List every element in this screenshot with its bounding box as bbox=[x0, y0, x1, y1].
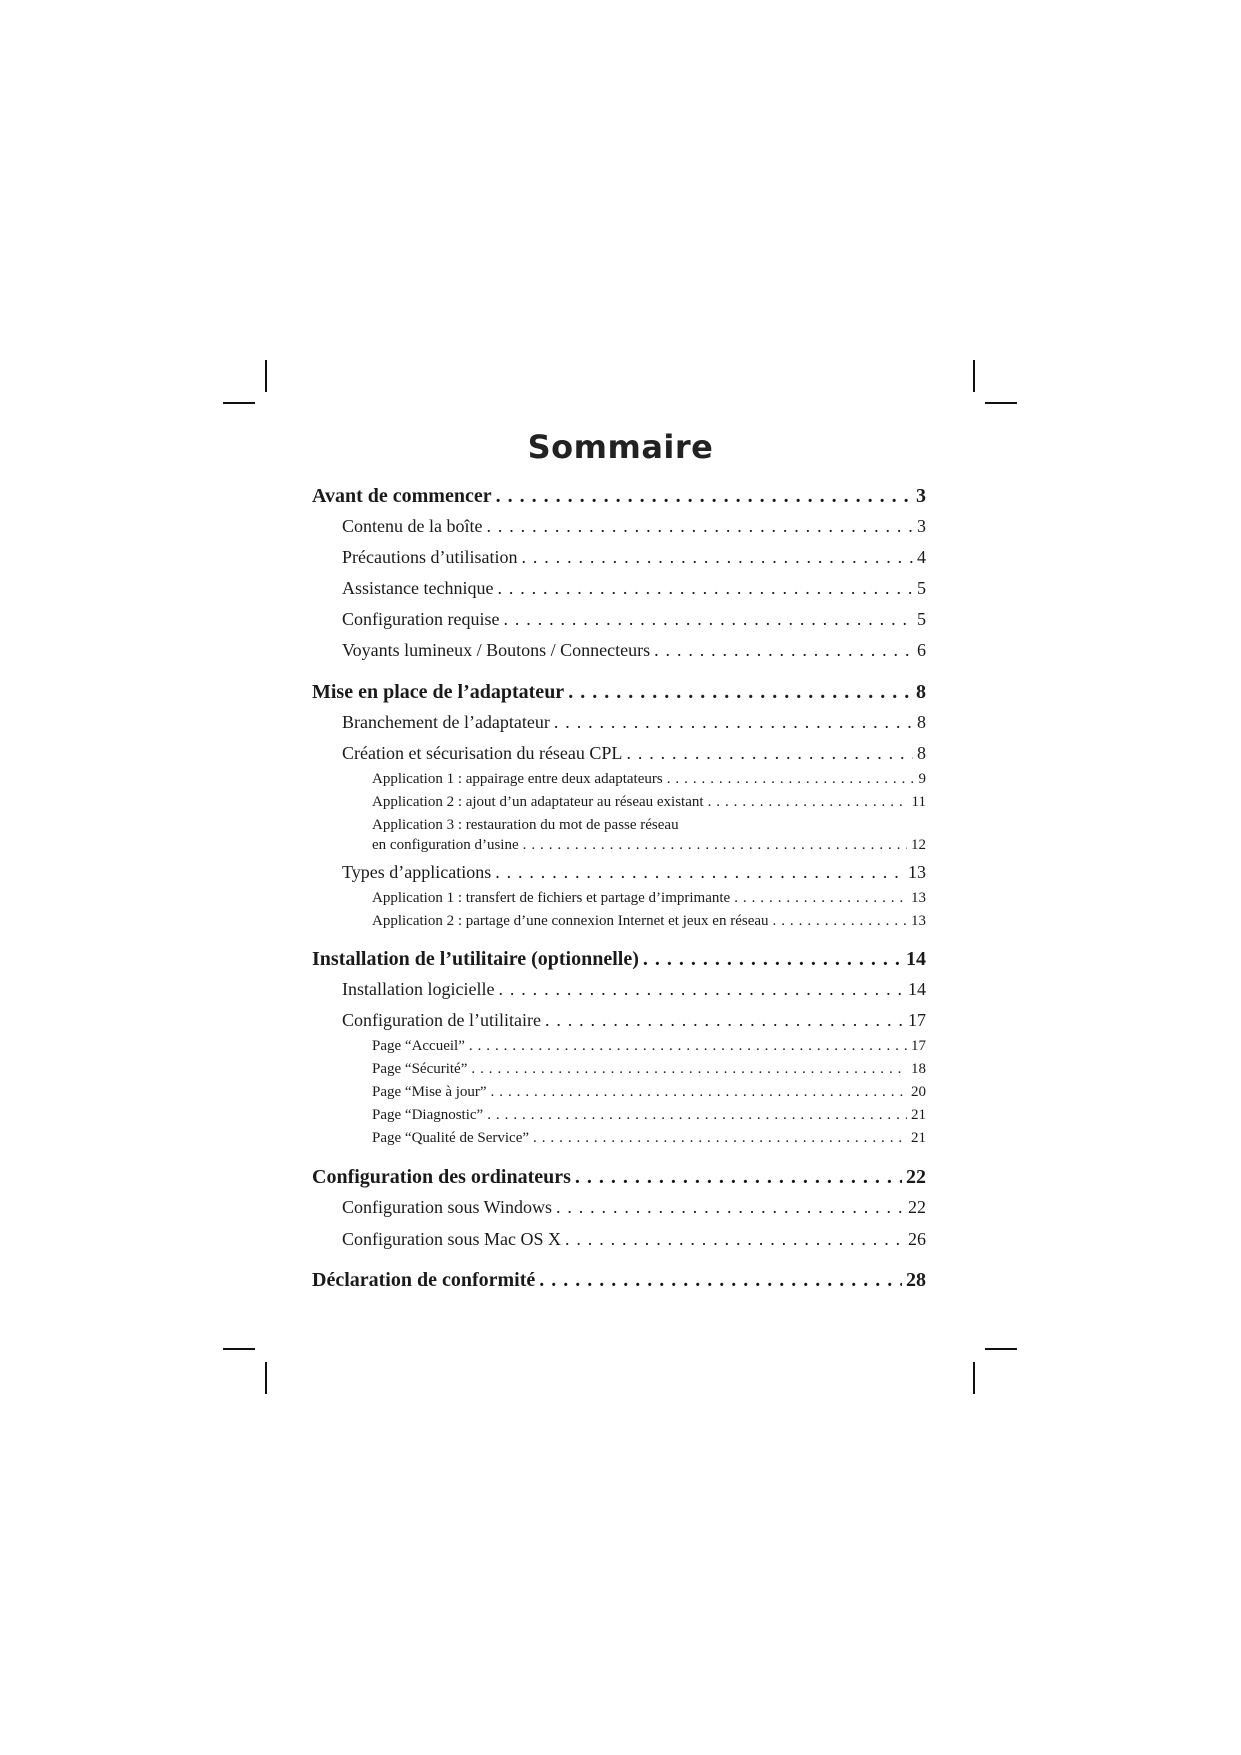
crop-mark-bottom-left-vertical bbox=[265, 1362, 267, 1394]
dot-leader bbox=[773, 913, 907, 930]
toc-page-number: 8 bbox=[917, 743, 926, 763]
toc-page-number: 18 bbox=[911, 1061, 926, 1077]
dot-leader bbox=[554, 712, 913, 733]
toc-subentry-application-1-transfert[interactable] bbox=[372, 890, 926, 907]
crop-mark-top-left-vertical bbox=[265, 360, 267, 392]
toc-page-number: 14 bbox=[908, 979, 926, 999]
toc-page-number: 22 bbox=[908, 1197, 926, 1217]
crop-mark-bottom-right-horizontal bbox=[985, 1348, 1017, 1350]
crop-mark-top-right-horizontal bbox=[985, 402, 1017, 404]
toc-page-number: 21 bbox=[911, 1107, 926, 1123]
toc-page-number: 6 bbox=[917, 640, 926, 660]
dot-leader bbox=[469, 1038, 907, 1055]
toc-subentry-label: Page “Diagnostic” bbox=[372, 1107, 484, 1123]
dot-leader bbox=[708, 794, 908, 811]
toc-subentry-label: Application 2 : ajout d’un adaptateur au réseau existant bbox=[372, 794, 704, 810]
dot-leader bbox=[523, 837, 907, 854]
dot-leader bbox=[556, 1197, 904, 1218]
dot-leader bbox=[503, 609, 913, 630]
dot-leader bbox=[533, 1130, 907, 1147]
toc-subentry-label: Application 2 : partage d’une connexion Internet et jeux en réseau bbox=[372, 913, 769, 929]
toc-entry-label: Assistance technique bbox=[342, 578, 494, 598]
toc-section-label: Installation de l’utilitaire (optionnelle) bbox=[312, 948, 639, 970]
toc-entry-label: Installation logicielle bbox=[342, 979, 495, 999]
toc-page-number: 3 bbox=[917, 516, 926, 536]
toc-section-configuration-ordinateurs[interactable] bbox=[312, 1166, 926, 1189]
toc-entry-types-applications[interactable] bbox=[342, 862, 926, 883]
toc-page-number: 13 bbox=[911, 913, 926, 929]
dot-leader bbox=[545, 1010, 904, 1031]
toc-entry-label: Voyants lumineux / Boutons / Connecteurs bbox=[342, 640, 651, 660]
toc-subentry-label: Application 1 : transfert de fichiers et partage d’imprimante bbox=[372, 890, 731, 906]
toc-entry-assistance-technique[interactable] bbox=[342, 578, 926, 599]
toc-subentry-page-qualite-service[interactable] bbox=[372, 1130, 926, 1147]
toc-subentry-application-2-partage[interactable] bbox=[372, 913, 926, 930]
crop-mark-bottom-right-vertical bbox=[973, 1362, 975, 1394]
toc-subentry-label: Page “Sécurité” bbox=[372, 1061, 468, 1077]
toc-entry-label: Précautions d’utilisation bbox=[342, 547, 518, 567]
toc-page-number: 4 bbox=[917, 547, 926, 567]
toc-section-label: Avant de commencer bbox=[312, 485, 492, 507]
toc-page-number: 17 bbox=[911, 1038, 926, 1054]
dot-leader bbox=[565, 1229, 904, 1250]
toc-subentry-page-accueil[interactable] bbox=[372, 1038, 926, 1055]
dot-leader bbox=[626, 743, 913, 764]
toc-entry-branchement[interactable] bbox=[342, 712, 926, 733]
toc-section-declaration-conformite[interactable] bbox=[312, 1269, 926, 1292]
toc-section-label: Configuration des ordinateurs bbox=[312, 1166, 571, 1188]
dot-leader bbox=[498, 979, 904, 1000]
dot-leader bbox=[486, 516, 913, 537]
toc-subentry-application-1-appairage[interactable] bbox=[372, 771, 926, 788]
toc-page-number: 13 bbox=[908, 862, 926, 882]
dot-leader bbox=[734, 890, 907, 907]
toc-section-label: Mise en place de l’adaptateur bbox=[312, 681, 565, 703]
toc-page-number: 12 bbox=[911, 837, 926, 853]
toc-entry-label: Types d’applications bbox=[342, 862, 492, 882]
dot-leader bbox=[568, 681, 912, 704]
toc-page-number: 9 bbox=[918, 771, 926, 787]
toc-page-number: 11 bbox=[911, 794, 926, 810]
dot-leader bbox=[491, 1084, 907, 1101]
dot-leader bbox=[643, 948, 902, 971]
toc-entry-label: Création et sécurisation du réseau CPL bbox=[342, 743, 623, 763]
toc-entry-contenu-de-la-boite[interactable] bbox=[342, 516, 926, 537]
toc-entry-label: Configuration requise bbox=[342, 609, 500, 629]
dot-leader bbox=[497, 578, 913, 599]
toc-page-number: 21 bbox=[911, 1130, 926, 1146]
dot-leader bbox=[539, 1269, 902, 1292]
toc-entry-configuration-windows[interactable] bbox=[342, 1197, 926, 1218]
toc-subentry-label: Page “Qualité de Service” bbox=[372, 1130, 530, 1146]
toc-page-number: 13 bbox=[911, 890, 926, 906]
toc-subentry-page-diagnostic[interactable] bbox=[372, 1107, 926, 1124]
toc-entry-voyants[interactable] bbox=[342, 640, 926, 661]
toc-page-number: 14 bbox=[906, 948, 926, 970]
toc-section-mise-en-place[interactable] bbox=[312, 681, 926, 704]
toc-subentry-page-mise-a-jour[interactable] bbox=[372, 1084, 926, 1101]
toc-page-number: 8 bbox=[916, 681, 926, 703]
crop-mark-top-right-vertical bbox=[973, 360, 975, 392]
toc-section-installation-utilitaire[interactable] bbox=[312, 948, 926, 971]
toc-page-number: 17 bbox=[908, 1010, 926, 1030]
toc-entry-configuration-requise[interactable] bbox=[342, 609, 926, 630]
dot-leader bbox=[471, 1061, 907, 1078]
toc-entry-label: Branchement de l’adaptateur bbox=[342, 712, 550, 732]
toc-subentry-label: en configuration d’usine bbox=[372, 837, 519, 853]
dot-leader bbox=[667, 771, 915, 788]
page-title: Sommaire bbox=[527, 428, 714, 466]
toc-section-avant-de-commencer[interactable] bbox=[312, 485, 926, 508]
toc-page-number: 20 bbox=[911, 1084, 926, 1100]
toc-section-label: Déclaration de conformité bbox=[312, 1269, 536, 1291]
dot-leader bbox=[575, 1166, 902, 1189]
toc-subentry-page-securite[interactable] bbox=[372, 1061, 926, 1078]
toc-entry-configuration-mac[interactable] bbox=[342, 1229, 926, 1250]
toc-page-number: 28 bbox=[906, 1269, 926, 1291]
toc-entry-label: Configuration sous Mac OS X bbox=[342, 1229, 561, 1249]
toc-entry-creation-reseau-cpl[interactable] bbox=[342, 743, 926, 764]
toc-page-number: 5 bbox=[917, 578, 926, 598]
toc-entry-label: Configuration de l’utilitaire bbox=[342, 1010, 541, 1030]
crop-mark-top-left-horizontal bbox=[223, 402, 255, 404]
dot-leader bbox=[487, 1107, 907, 1124]
toc-page-number: 26 bbox=[908, 1229, 926, 1249]
toc-page-number: 22 bbox=[906, 1166, 926, 1188]
toc-subentry-application-3-line1[interactable]: Application 3 : restauration du mot de passe réseau bbox=[372, 817, 679, 833]
dot-leader bbox=[521, 547, 913, 568]
toc-subentry-application-3-restauration[interactable] bbox=[372, 837, 926, 854]
toc-entry-label: Contenu de la boîte bbox=[342, 516, 483, 536]
toc-subentry-label: Application 1 : appairage entre deux adaptateurs bbox=[372, 771, 663, 787]
toc-page-number: 3 bbox=[916, 485, 926, 507]
dot-leader bbox=[496, 485, 912, 508]
toc-entry-precautions[interactable] bbox=[342, 547, 926, 568]
dot-leader bbox=[654, 640, 913, 661]
crop-mark-bottom-left-horizontal bbox=[223, 1348, 255, 1350]
toc-subentry-application-2-ajout[interactable] bbox=[372, 794, 926, 811]
toc-entry-installation-logicielle[interactable] bbox=[342, 979, 926, 1000]
toc-page-number: 5 bbox=[917, 609, 926, 629]
toc-entry-label: Configuration sous Windows bbox=[342, 1197, 552, 1217]
toc-subentry-label: Page “Mise à jour” bbox=[372, 1084, 487, 1100]
dot-leader bbox=[495, 862, 904, 883]
toc-entry-configuration-utilitaire[interactable] bbox=[342, 1010, 926, 1031]
toc-subentry-label: Page “Accueil” bbox=[372, 1038, 465, 1054]
toc-page-number: 8 bbox=[917, 712, 926, 732]
